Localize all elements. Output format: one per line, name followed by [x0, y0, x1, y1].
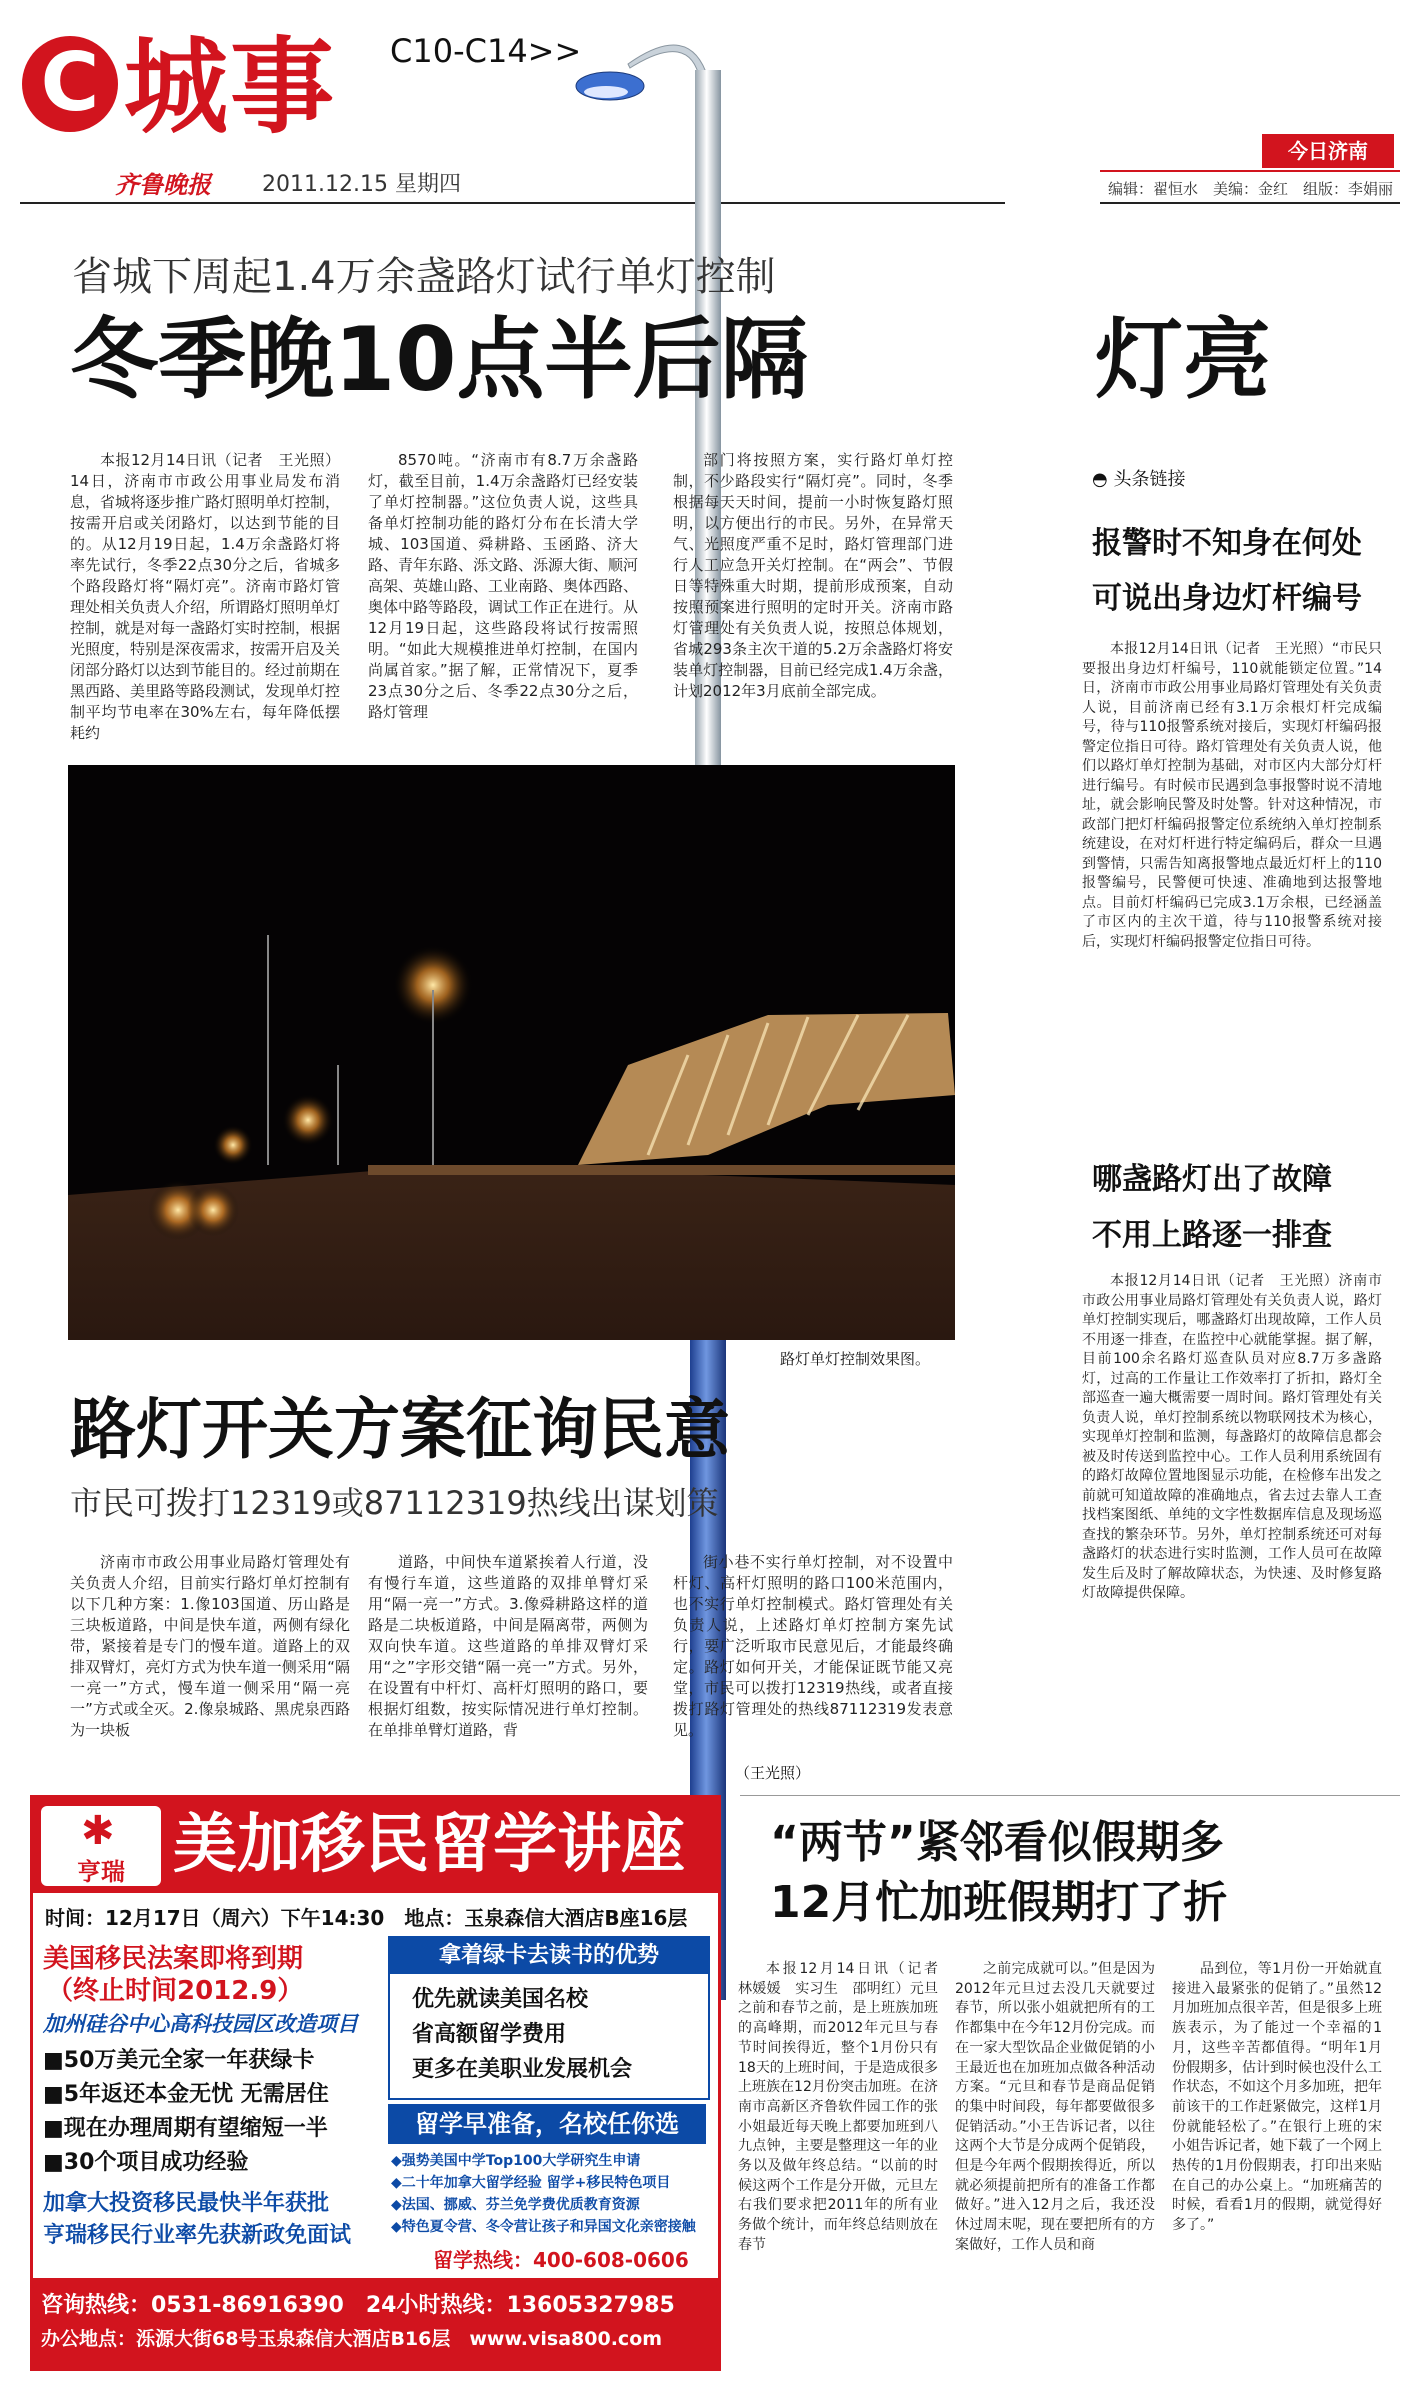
second-subhead: 市民可拨打12319或87112319热线出谋划策 [70, 1484, 719, 1522]
lead-column-1: 本报12月14日讯（记者 王光照）14日，济南市市政公用事业局发布消息，省城将逐步推广路灯照明单灯控制，按需开启或关闭路灯，以达到节能的目的。从12月19日起，1.4万余盏路灯将率先试行，冬季22点30分之后，省城多个路段路灯将“隔灯亮”。济南市路灯管理处相关负责人介绍，所谓路灯照明单灯控制，就是对每一盏路灯实时控制，根据光照度，特别是深夜需求，按需开启及关闭部分路灯以达到节能目的。经过前期在黑西路、美里路等路段测试，发现单灯控制平均节电率在30%左右，每年降低摆耗约 [70, 451, 341, 742]
sidebar-link-label [1092, 465, 1185, 491]
lead-headline-part1: 冬季晚10点半后隔 [70, 308, 809, 411]
photo-lamp-glow-2 [282, 1094, 334, 1146]
ad-hotline: 咨询热线：0531-86916390 24小时热线：13605327985 [41, 2293, 675, 2318]
sidebar-headline-1a: 报警时不知身在何处 [1092, 526, 1362, 561]
ad-us-head: 美国移民法案即将到期 [43, 1944, 304, 1974]
photo-lamp-glow-3 [213, 1125, 253, 1165]
ad-us-deadline: （终止时间2012.9） [47, 1976, 304, 2006]
holiday-column-3: 品到位，等1月份一开始就直接进入最紧张的促销了。”虽然12月加班加点很辛苦，但是很多上班族表示，为了能过一个幸福的1月，这些辛苦都值得。“明年1月份假期多，估计到时候也没什么工作状态，不如这个月多加班，把年前该干的工作赶紧做完，这样1月份就能轻松了。”在银行上班的宋小姐告诉记者，她下载了一个网上热传的1月份假期表，打印出来贴在自己的办公桌上。“加班痛苦的时候，看看1月的假期，就觉得好多了。” [1172, 1961, 1382, 2234]
maple-leaf-icon: ✱ [81, 1808, 115, 1854]
ad-address: 办公地点：泺源大街68号玉泉森信大酒店B16层 www.visa800.com [41, 2328, 663, 2350]
square-bullet-icon: ■ [43, 2116, 64, 2141]
ad-project: 加州硅谷中心高科技园区改造项目 [43, 2012, 358, 2036]
section-logo-letter: C [40, 36, 100, 129]
section-logo-circle [22, 36, 118, 132]
ad-title: 美加移民留学讲座 [173, 1808, 685, 1882]
ad-canada-2: 亨瑞移民行业率先获新政免面试 [43, 2223, 352, 2248]
region-tag: 今日济南 [1262, 134, 1394, 168]
square-bullet-icon: ■ [43, 2150, 64, 2175]
header-rule-right [1100, 170, 1400, 172]
ad-bullet: ■5年返还本金无忧 无需居住 [43, 2082, 329, 2107]
ad-study-items: ◆强势美国中学Top100大学研究生申请 ◆二十年加拿大留学经验 留学+移民特色项目 ◆法国、挪威、芬兰免学费优质教育资源 ◆特色夏令营、冬令营让孩子和异国文化亲密接触 [391, 2153, 696, 2235]
holiday-top-rule [740, 1795, 1400, 1796]
holiday-headline-1: “两节”紧邻看似假期多 [770, 1817, 1224, 1868]
ad-canada-1: 加拿大投资移民最快半年获批 [43, 2191, 330, 2216]
ad-bullet: ■现在办理周期有望缩短一半 [43, 2116, 328, 2141]
ad-bullet: ■50万美元全家一年获绿卡 [43, 2048, 315, 2073]
second-column-2: 道路，中间快车道紧挨着人行道，没有慢行车道，这些道路的双排单臂灯采用“隔一亮一”方式。3.像舜耕路这样的道路是二块板道路，中间是隔离带，两侧为双向快车道。这些道路的单排双臂灯采用“之”字形交错“隔一亮一”方式。另外，在设置有中杆灯、高杆灯照明的路口，要根据灯组数，按实际情况进行单灯控制。在单排单臂灯道路，背 [368, 1553, 648, 1739]
second-column-3: 街小巷不实行单灯控制，对不设置中杆灯、高杆灯照明的路口100米范围内，也不实行单灯控制模式。路灯管理处有关负责人说，上述路灯单灯控制方案先试行，要广泛听取市民意见后，才能最终确定。路灯如何开关，才能保证既节能又亮堂，市民可以拨打12319热线，或者直接拨打路灯管理处的热线87112319发表意见。 [673, 1553, 953, 1739]
lead-headline-part2: 灯亮 [1095, 308, 1272, 411]
sidebar-link-text: 头条链接 [1113, 469, 1186, 490]
holiday-column-2: 之前完成就可以。”但是因为2012年元旦过去没几天就要过春节，所以张小姐就把所有的工作都集中在今年12月份完成。而在一家大型饮品企业做促销的小王最近也在加班加点做各种活动方案。“元旦和春节是商品促销的集中时间段，每年都要做很多促销活动。”小王告诉记者，以往这两个大节是分成两个促销段，但是今年两个假期挨得近，所以就必须提前把所有的准备工作都做好。”进入12月之后，我还没休过周末呢，现在要把所有的方案做好，工作人员和商 [955, 1961, 1155, 2253]
lead-photo [68, 765, 955, 1340]
ad-bullet-list [43, 2044, 373, 2180]
ad-greencard-head: 拿着绿卡去读书的优势 [390, 1938, 708, 1974]
page-range: C10-C14>> [390, 32, 582, 70]
second-column-1: 济南市市政公用事业局路灯管理处有关负责人介绍，目前实行路灯单灯控制有以下几种方案：1.像103国道、历山路是三块板道路，中间是快车道，两侧有绿化带，紧接着是专门的慢车道。道路上的双排双臂灯，亮灯方式为快车道一侧采用“隔一亮一”方式，慢车道一侧采用“隔一亮一”方式或全灭。2.像泉城路、黑虎泉西路为一块板 [70, 1553, 350, 1739]
ad-greencard-panel [388, 1936, 710, 2100]
holiday-headline-2: 12月忙加班假期打了折 [770, 1877, 1228, 1928]
second-byline: （王光照） [735, 1764, 811, 1782]
issue-date: 2011.12.15 星期四 [262, 172, 461, 197]
header-rule-left [20, 202, 1005, 204]
photo-caption: 路灯单灯控制效果图。 [780, 1350, 931, 1368]
lead-column-3: 部门将按照方案，实行路灯单灯控制，不少路段实行“隔灯亮”。同时，冬季根据每天天时间，提前一小时恢复路灯照明，以方便出行的市民。另外，在异常天气、光照度严重不足时，路灯管理部门进行人工应急开关灯控制。在“两会”、节假日等特殊重大时期，提前形成预案，自动按照预案进行照明的定时开关。济南市路灯管理处有关负责人说，按照总体规划，省城293条主次干道的5.2万余盏路灯将安装单灯控制器，目前已经完成1.4万余盏，计划2012年3月底前全部完成。 [673, 451, 953, 700]
sidebar-headline-2a: 哪盏路灯出了故障 [1092, 1162, 1332, 1197]
lamp-glow [584, 86, 628, 98]
section-title: 城事 [124, 26, 337, 148]
holiday-column-1: 本报12月14日讯（记者 林媛媛 实习生 邵明红）元旦之前和春节之前，是上班族加班的高峰期，而2012年元旦与春节时间挨得近，整个1月份只有18天的上班时间，于是造成很多上班族在12月份突击加班。在济南市高新区齐鲁软件园工作的张小姐最近每天晚上都要加班到八九点钟，主要是整理这一年的业务以及做年终总结。“以前的时候这两个工作是分开做，元旦左右我们要求把2011年的所有业务做个统计，而年终总结则放在春节 [738, 1961, 952, 2253]
ad-bullet: ■30个项目成功经验 [43, 2150, 249, 2175]
photo-headlight-2 [187, 1184, 239, 1236]
link-icon: ◓ [1092, 469, 1108, 490]
sidebar-body-2: 本报12月14日讯（记者 王光照）济南市市政公用事业局路灯管理处有关负责人说，路灯单灯控制实现后，哪盏路灯出现故障，工作人员不用逐一排查，在监控中心就能掌握。据了解，目前100余名路灯巡查队员对应8.7万多盏路灯，过高的工作量让工作效率打了折扣，路灯全部巡查一遍大概需要一周时间。路灯管理处有关负责人说，单灯控制系统以物联网技术为核心，实现单灯控制和监测，每盏路灯的故障信息都会被及时传送到监控中心。工作人员利用系统固有的路灯故障位置地图显示功能，在检修车出发之前就可知道故障的准确地点，省去过去靠人工查找档案图纸、单纯的文字性数据库信息及现场巡查找的繁杂环节。另外，单灯控制系统还可对每盏路灯的状态进行实时监测，工作人员可在故障发生后及时了解故障状态，为快速、及时修复路灯故障提供保障。 [1082, 1273, 1382, 1601]
paper-name: 齐鲁晚报 [115, 171, 211, 199]
ad-brand-box [41, 1806, 161, 1886]
sidebar-body-1: 本报12月14日讯（记者 王光照）“市民只要报出身边灯杆编号，110就能锁定位置。”14日，济南市市政公用事业局路灯管理处有关负责人说，目前济南已经有3.1万余根灯杆完成编号，待与110报警系统对接后，实现灯杆编码报警定位指日可待。路灯管理处有关负责人说，他们以路灯单灯控制为基础，对市区内大部分灯杆进行编号。有时候市民遇到急事报警时说不清地址，就会影响民警及时处警。针对这种情况，市政部门把灯杆编码报警定位系统纳入单灯控制系统建设，在对灯杆进行特定编码后，群众一旦遇到警情，只需告知离报警地点最近灯杆上的110报警编号，民警便可快速、准确地到达报警地点。目前灯杆编码已完成3.1万余根，已经涵盖了市区内的主次干道，待与110报警系统对接后，实现灯杆编码报警定位指日可待。 [1082, 641, 1382, 950]
credits: 编辑：翟恒水 美编：金红 组版：李娟丽 [1108, 180, 1394, 198]
ad-time-place: 时间：12月17日（周六）下午14:30 地点：玉泉森信大酒店B座16层 [45, 1906, 688, 1930]
header-rule-right-bottom [1100, 202, 1400, 204]
second-headline: 路灯开关方案征询民意 [70, 1391, 730, 1468]
ad-study-hotline: 留学热线：400-608-0606 [433, 2248, 689, 2272]
square-bullet-icon: ■ [43, 2082, 64, 2107]
sidebar-headline-1b: 可说出身边灯杆编号 [1092, 581, 1362, 616]
sidebar-headline-2b: 不用上路逐一排查 [1092, 1218, 1332, 1253]
immigration-ad [30, 1795, 721, 2371]
ad-brand: 亨瑞 [77, 1858, 125, 1886]
lead-column-2: 8570吨。“济南市有8.7万余盏路灯，截至目前，1.4万余盏路灯已经安装了单灯控制器。”这位负责人说，这些具备单灯控制功能的路灯分布在长清大学城、103国道、舜耕路、玉函路、济大路、青年东路、泺文路、泺源大街、顺河高架、英雄山路、工业南路、奥体西路、奥体中路等路段，调试工作正在进行。从12月19日起，这些路段将试行按需照明。“如此大规模推进单灯控制，在国内尚属首家。”据了解，正常情况下，夏季23点30分之后、冬季22点30分之后，路灯管理 [368, 451, 639, 721]
ad-greencard-items: 优先就读美国名校 省高额留学费用 更多在美职业发展机会 [412, 1987, 633, 2082]
ad-study-head: 留学早准备，名校任你选 [388, 2104, 706, 2144]
lead-kicker: 省城下周起1.4万余盏路灯试行单灯控制 [72, 254, 776, 300]
photo-guardrail [368, 1165, 955, 1175]
square-bullet-icon: ■ [43, 2048, 64, 2073]
